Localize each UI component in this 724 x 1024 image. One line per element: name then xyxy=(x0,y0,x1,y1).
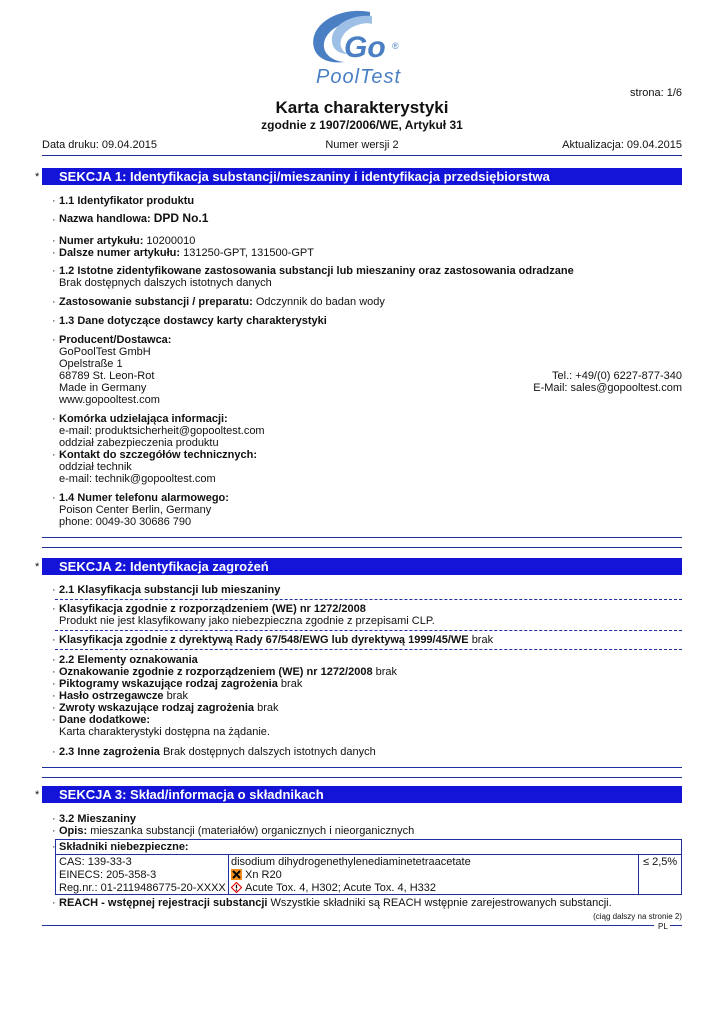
labelling-regulation: Oznakowanie zgodnie z rozporządzeniem (WE) nr 1272/2008 brak xyxy=(59,666,398,678)
s2-2-2-heading: 2.2 Elementy oznakowania xyxy=(59,654,198,666)
producer-phone: Tel.: +49/(0) 6227-877-340 xyxy=(552,370,682,382)
change-marker: * xyxy=(35,561,40,573)
header-rule xyxy=(42,155,682,156)
version-number: Numer wersji 2 xyxy=(325,139,399,151)
additional-info-label: Dane dodatkowe: xyxy=(59,714,151,726)
substance-use: Zastosowanie substancji / preparatu: Odczynnik do badan wody xyxy=(59,296,385,308)
producer-label: Producent/Dostawca: xyxy=(59,334,172,346)
table-row xyxy=(59,856,226,895)
info-contact-line: oddział zabezpieczenia produktu xyxy=(59,437,219,449)
clp-classification-label: Klasyfikacja zgodnie z rozporządzeniem (WE) nr 1272/2008 xyxy=(59,603,366,615)
einecs-number: EINECS: 205-358-3 xyxy=(59,869,157,881)
mixture-description: Opis: mieszanka substancji (materiałów) organicznych i nieorganicznych xyxy=(59,825,415,837)
exclamation-diamond-icon xyxy=(231,882,242,893)
pictograms: Piktogramy wskazujące rodzaj zagrożenia brak xyxy=(59,678,303,690)
footer-rule-left xyxy=(42,925,654,926)
logo-brand-bottom: PoolTest xyxy=(316,66,402,88)
update-date: Aktualizacja: 09.04.2015 xyxy=(562,139,682,151)
tech-contact-line: oddział technik xyxy=(59,461,132,473)
reach-registration: REACH - wstępnej rejestracji substancji Wszystkie składniki są REACH wstępnie zarejestrowanych substancji. xyxy=(59,897,612,909)
info-contact-line: e-mail: produktsicherheit@gopooltest.com xyxy=(59,425,265,437)
concentration: ≤ 2,5% xyxy=(643,856,678,868)
logo-registered: ® xyxy=(392,41,399,51)
trade-name: Nazwa handlowa: DPD No.1 xyxy=(59,211,209,225)
reg-number: Reg.nr.: 01-2119486775-20-XXXX xyxy=(59,882,226,894)
tech-contact-label: Kontakt do szczegółów technicznych: xyxy=(59,449,258,461)
xn-classification: Xn R20 xyxy=(231,869,471,882)
page-number: strona: 1/6 xyxy=(630,87,682,99)
producer-website: www.gopooltest.com xyxy=(59,394,160,406)
hazard-statements: Zwroty wskazujące rodzaj zagrożenia brak xyxy=(59,702,279,714)
other-hazards: 2.3 Inne zagrożenia Brak dostępnych dalszych istotnych danych xyxy=(59,746,376,758)
s1-1-2-value: Brak dostępnych dalszych istotnych danych xyxy=(59,277,272,289)
continuation-note: (ciąg dalszy na stronie 2) xyxy=(593,912,682,921)
ghs-classification: Acute Tox. 4, H302; Acute Tox. 4, H332 xyxy=(231,882,471,895)
document-title: Karta charakterystyki xyxy=(275,98,449,117)
change-marker: * xyxy=(35,789,40,801)
s1-1-4-heading: 1.4 Numer telefonu alarmowego: xyxy=(59,492,229,504)
substance-name: disodium dihydrogenethylenediaminetetraacetate xyxy=(231,856,471,868)
gopooltest-logo xyxy=(300,4,415,90)
logo-brand-top: Go xyxy=(344,31,386,64)
s2-2-1-heading: 2.1 Klasyfikacja substancji lub mieszaniny xyxy=(59,584,281,596)
section-1-end-rule xyxy=(42,537,682,538)
section-3-header: SEKCJA 3: Skład/informacja o składnikach xyxy=(42,786,682,803)
producer-email: E-Mail: sales@gopooltest.com xyxy=(533,382,682,394)
harmful-x-icon xyxy=(231,869,242,880)
signal-word: Hasło ostrzegawcze brak xyxy=(59,690,189,702)
section-1-header: SEKCJA 1: Identyfikacja substancji/mieszaniny i identyfikacja przedsiębiorstwa xyxy=(42,168,682,185)
producer-line: 68789 St. Leon-Rot xyxy=(59,370,155,382)
clp-classification-value: Produkt nie jest klasyfikowany jako niebezpieczna zgodnie z przepisami CLP. xyxy=(59,615,435,627)
s3-3-2-heading: 3.2 Mieszaniny xyxy=(59,813,137,825)
emergency-line: Poison Center Berlin, Germany xyxy=(59,504,212,516)
section-2-header: SEKCJA 2: Identyfikacja zagrożeń xyxy=(42,558,682,575)
hazardous-components-label: Składniki niebezpieczne: xyxy=(59,841,189,853)
cas-number: CAS: 139-33-3 xyxy=(59,856,132,868)
trade-name-value: DPD No.1 xyxy=(153,211,209,225)
change-marker: * xyxy=(35,171,40,183)
section-2-end-rule xyxy=(42,777,682,778)
s1-1-1-heading: 1.1 Identyfikator produktu xyxy=(59,195,195,207)
section-2-end-rule xyxy=(42,767,682,768)
language-code: PL xyxy=(658,922,668,931)
s1-1-2-heading: 1.2 Istotne zidentyfikowane zastosowania substancji lub mieszaniny oraz zastosowania odradzane xyxy=(59,265,574,277)
additional-info-value: Karta charakterystyki dostępna na żądanie. xyxy=(59,726,270,738)
further-article-numbers: Dalsze numer artykułu: 131250-GPT, 131500-GPT xyxy=(59,247,314,259)
emergency-line: phone: 0049-30 30686 790 xyxy=(59,516,192,528)
producer-line: GoPoolTest GmbH xyxy=(59,346,151,358)
info-contact-label: Komórka udzielająca informacji: xyxy=(59,413,228,425)
document-subtitle: zgodnie z 1907/2006/WE, Artykuł 31 xyxy=(261,118,463,132)
s1-1-3-heading: 1.3 Dane dotyczące dostawcy karty charakterystyki xyxy=(59,315,327,327)
article-number: Numer artykułu: 10200010 xyxy=(59,235,196,247)
print-date: Data druku: 09.04.2015 xyxy=(42,139,157,151)
producer-line: Made in Germany xyxy=(59,382,147,394)
tech-contact-line: e-mail: technik@gopooltest.com xyxy=(59,473,216,485)
section-1-end-rule xyxy=(42,547,682,548)
producer-line: Opelstraße 1 xyxy=(59,358,123,370)
footer-rule-right xyxy=(670,925,682,926)
directive-classification: Klasyfikacja zgodnie z dyrektywą Rady 67/548/EWG lub dyrektywą 1999/45/WE brak xyxy=(59,634,494,646)
